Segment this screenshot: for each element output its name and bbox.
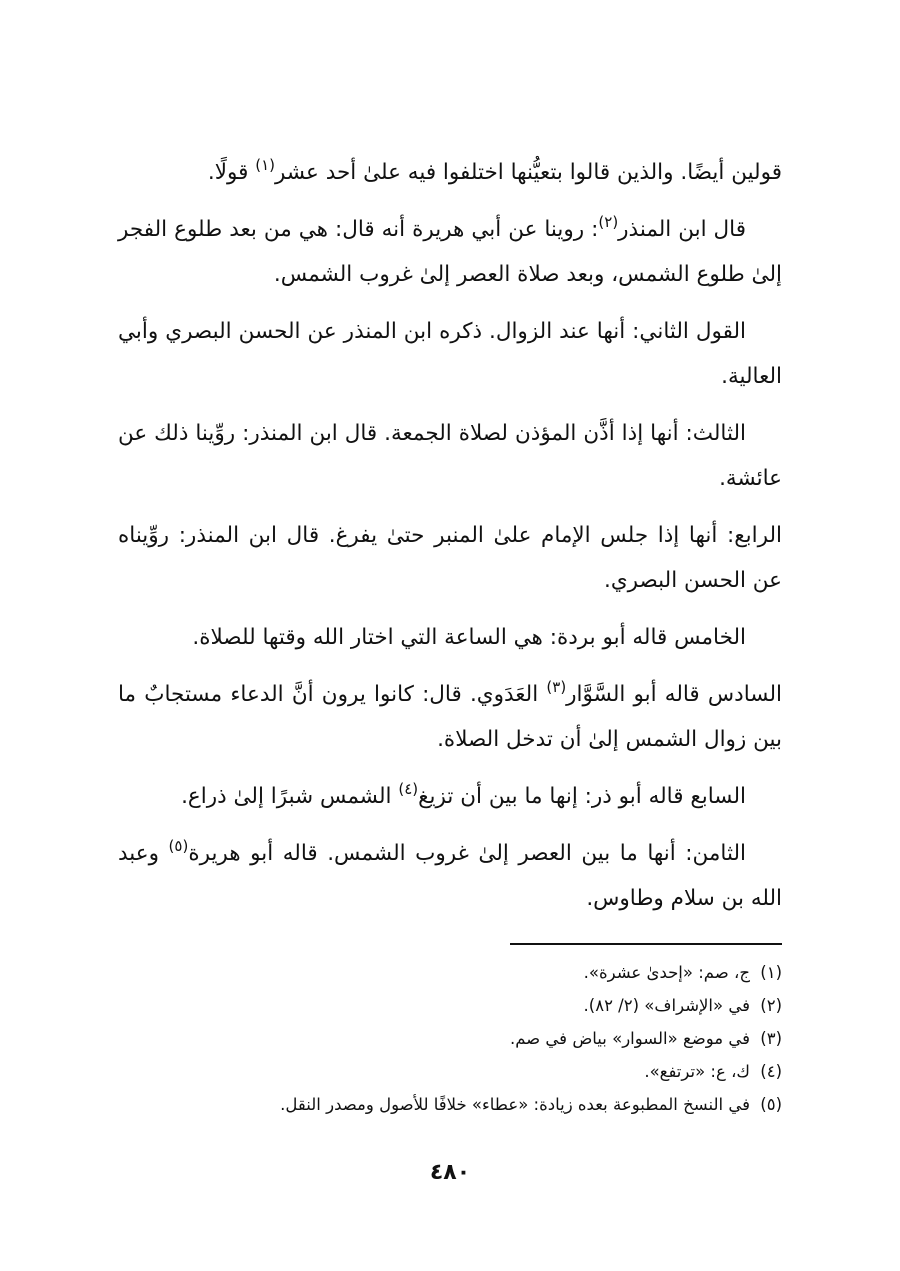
footnote-number: (١) <box>760 963 782 982</box>
paragraph-2: قال ابن المنذر$^{(٢)}$: روينا عن أبي هريرة أنه قال: هي من بعد طلوع الفجر إلىٰ طلوع الشمس، وبعد صلاة العصر إلىٰ غروب الشمس. <box>118 213 782 287</box>
paragraph-3: القول الثاني: أنها عند الزوال. ذكره ابن المنذر عن الحسن البصري وأبي العالية. <box>118 319 782 389</box>
footnote-ref-1[interactable]: (١) <box>255 156 276 174</box>
footnote-3 <box>118 1024 782 1053</box>
footnote-text: ك، ع: «ترتفع». <box>644 1062 750 1081</box>
footnotes <box>118 958 782 1123</box>
paragraph-1: قولين أيضًا. والذين قالوا بتعيُّنها اختلفوا فيه علىٰ أحد عشر$^{(١)}$ قولًا. <box>207 156 782 185</box>
footnote-separator <box>510 943 782 945</box>
footnote-text: في موضع «السوار» بياض في صم. <box>509 1029 750 1048</box>
footnote-5 <box>118 1090 782 1119</box>
paragraph-5: الرابع: أنها إذا جلس الإمام علىٰ المنبر حتىٰ يفرغ. قال ابن المنذر: روِّيناه عن الحسن البصري. <box>118 523 782 593</box>
main-text <box>118 150 782 933</box>
footnote-2 <box>118 991 782 1020</box>
footnote-4 <box>118 1057 782 1086</box>
footnote-number: (٢) <box>760 996 782 1015</box>
paragraph-8: السابع قاله أبو ذر: إنها ما بين أن تزيغ$^{(٤)}$ الشمس شبرًا إلىٰ ذراع. <box>181 780 746 809</box>
paragraph-4: الثالث: أنها إذا أذَّن المؤذن لصلاة الجمعة. قال ابن المنذر: روِّينا ذلك عن عائشة. <box>118 421 782 491</box>
paragraph-7: السادس قاله أبو السَّوَّار$^{(٣)}$ العَدَوي. قال: كانوا يرون أنَّ الدعاء مستجابٌ ما بين زوال الشمس إلىٰ أن تدخل الصلاة. <box>118 678 782 752</box>
footnote-number: (٥) <box>760 1095 782 1114</box>
footnote-number: (٤) <box>760 1062 782 1081</box>
footnote-ref-3[interactable]: (٣) <box>546 678 567 696</box>
footnote-ref-2[interactable]: (٢) <box>598 213 619 231</box>
footnote-ref-5[interactable]: (٥) <box>168 837 189 855</box>
footnote-ref-4[interactable]: (٤) <box>398 780 419 798</box>
page-number: ٤٨٠ <box>429 1160 471 1185</box>
footnote-text: في النسخ المطبوعة بعده زيادة: «عطاء» خلافًا للأصول ومصدر النقل. <box>280 1095 750 1114</box>
paragraph-9: الثامن: أنها ما بين العصر إلىٰ غروب الشمس. قاله أبو هريرة$^{(٥)}$ وعبد الله بن سلام وطاوس. <box>118 837 782 911</box>
paragraph-6: الخامس قاله أبو بردة: هي الساعة التي اختار الله وقتها للصلاة. <box>192 625 746 650</box>
footnote-text: ج، صم: «إحدىٰ عشرة». <box>583 963 750 982</box>
footnote-text: في «الإشراف» (٢/ ٨٢). <box>583 996 750 1015</box>
footnote-1 <box>118 958 782 987</box>
footnote-number: (٣) <box>760 1029 782 1048</box>
